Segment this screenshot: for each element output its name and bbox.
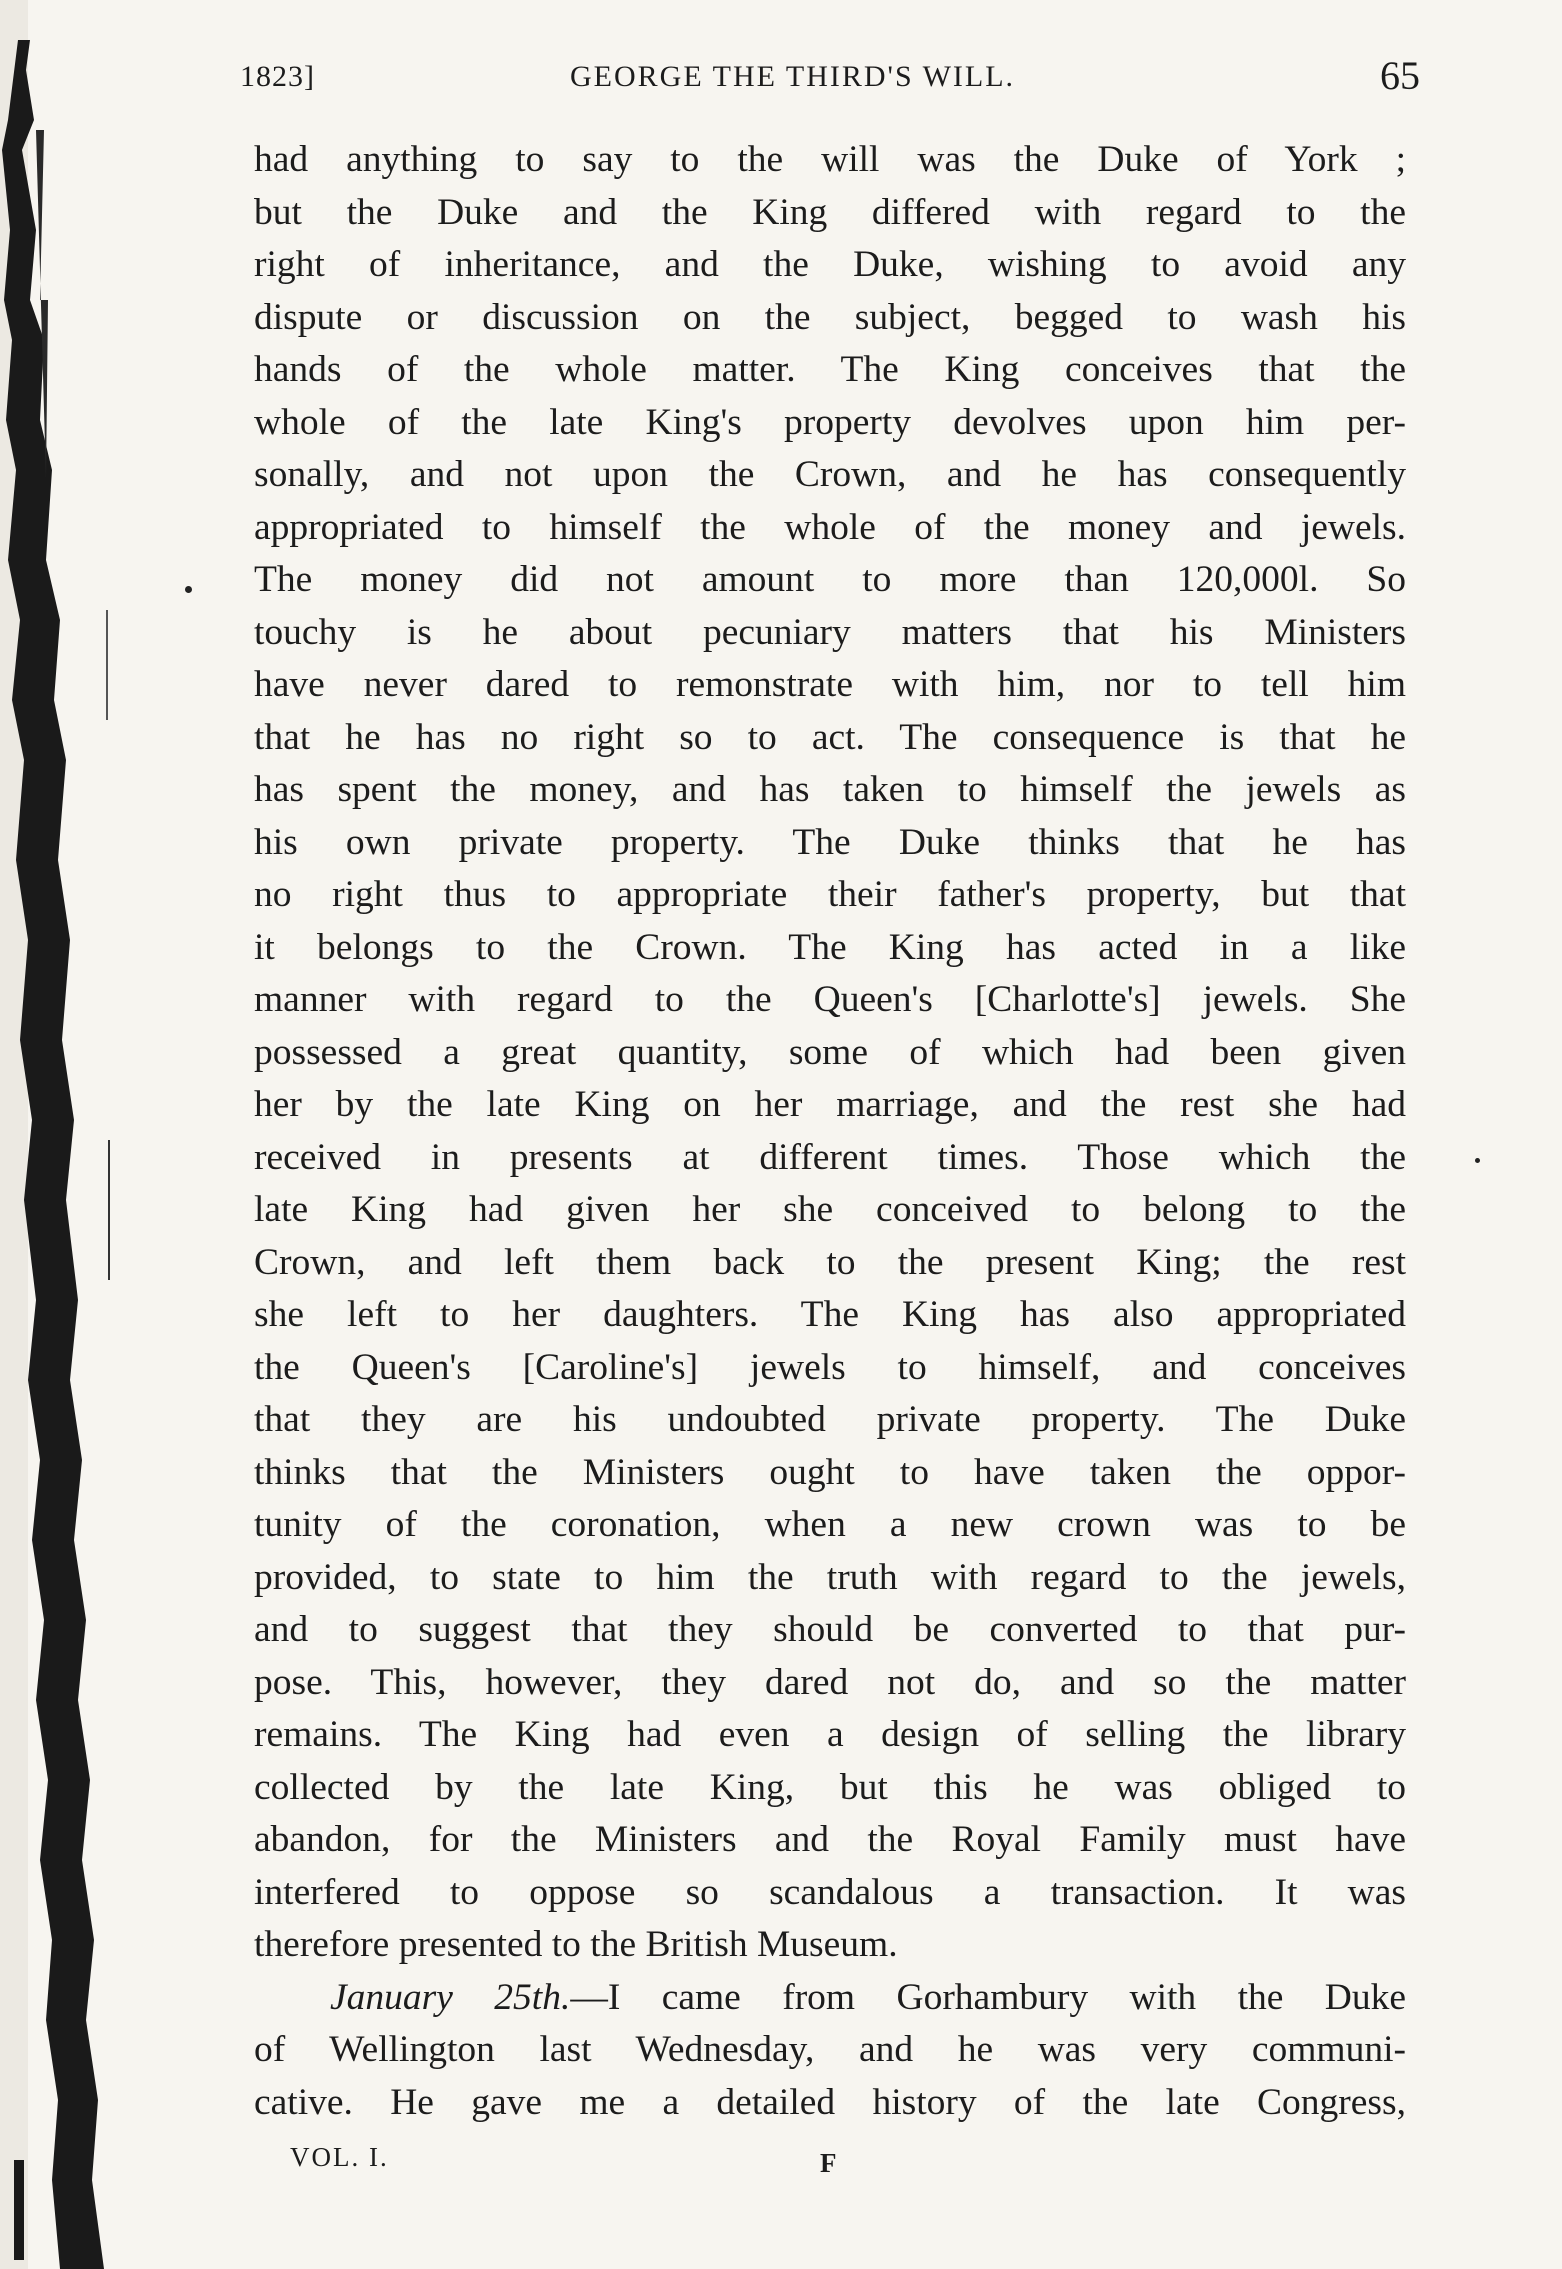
page-number: 65 [1380, 53, 1420, 98]
text-line: pose. This, however, they dared not do, and so the matter [254, 1661, 1406, 1703]
text-line: interfered to oppose so scandalous a transaction. It was [254, 1871, 1406, 1913]
text-line: and to suggest that they should be converted to that pur- [254, 1609, 1406, 1650]
text-line: late King had given her she conceived to belong to the [254, 1189, 1406, 1230]
date-italic: January 25th. [330, 1976, 571, 2018]
text-line: she left to her daughters. The King has also appropriated [254, 1294, 1406, 1335]
binding-shadow-graphic [0, 0, 110, 2269]
text-line: have never dared to remonstrate with him, nor to tell him [254, 664, 1406, 705]
text-line: of Wellington last Wednesday, and he was very communi- [254, 2029, 1406, 2070]
text-line: touchy is he about pecuniary matters that his Ministers [254, 611, 1406, 653]
paragraph-1 [254, 134, 1406, 1972]
text-line: possessed a great quantity, some of which had been given [254, 1031, 1406, 1073]
running-header [240, 52, 1420, 112]
header-title: GEORGE THE THIRD'S WILL. [570, 60, 1016, 93]
text-line: had anything to say to the will was the Duke of York ; [254, 139, 1406, 180]
text-line: sonally, and not upon the Crown, and he has consequently [254, 454, 1406, 495]
text-line: provided, to state to him the truth with regard to the jewels, [254, 1556, 1406, 1598]
margin-dot [185, 586, 192, 593]
volume-label: VOL. I. [290, 2142, 389, 2172]
header-year: 1823] [240, 60, 315, 93]
text-line: remains. The King had even a design of selling the library [254, 1714, 1406, 1755]
text-line: The money did not amount to more than 120,000l. So [254, 559, 1406, 600]
text-line: hands of the whole matter. The King conceives that the [254, 349, 1406, 390]
text-line: that they are his undoubted private property. The Duke [254, 1399, 1406, 1440]
body-text [254, 134, 1406, 2129]
text-line: Crown, and left them back to the present King; the rest [254, 1241, 1406, 1283]
signature-mark: F [820, 2148, 837, 2178]
text-line: his own private property. The Duke thinks that he has [254, 821, 1406, 863]
text-line: cative. He gave me a detailed history of the late Congress, [254, 2081, 1406, 2123]
text-line: it belongs to the Crown. The King has acted in a like [254, 926, 1406, 968]
text-line: tunity of the coronation, when a new crown was to be [254, 1504, 1406, 1545]
text-line: abandon, for the Ministers and the Royal Family must have [254, 1819, 1406, 1860]
text-line: no right thus to appropriate their father's property, but that [254, 874, 1406, 915]
paragraph-2 [254, 1972, 1406, 2130]
page-footer [290, 2142, 990, 2192]
text-line: collected by the late King, but this he was obliged to [254, 1766, 1406, 1808]
text-line: received in presents at different times. Those which the [254, 1136, 1406, 1178]
text-line: has spent the money, and has taken to himself the jewels as [254, 769, 1406, 810]
text-line: therefore presented to the British Museum. [254, 1924, 898, 1965]
binding-gutter-shadow [0, 0, 110, 2269]
text-line: dispute or discussion on the subject, begged to wash his [254, 296, 1406, 338]
text-line: right of inheritance, and the Duke, wishing to avoid any [254, 244, 1406, 285]
text-line: whole of the late King's property devolves upon him per- [254, 401, 1406, 443]
dateline-text: —I came from Gorhambury with the Duke [570, 1976, 1406, 2018]
margin-dot [1475, 1158, 1480, 1163]
text-line: the Queen's [Caroline's] jewels to himself, and conceives [254, 1346, 1406, 1388]
text-line: thinks that the Ministers ought to have taken the oppor- [254, 1451, 1406, 1493]
text-line: but the Duke and the King differed with regard to the [254, 191, 1406, 233]
text-line: her by the late King on her marriage, and the rest she had [254, 1084, 1406, 1125]
text-line: manner with regard to the Queen's [Charlotte's] jewels. She [254, 979, 1406, 1020]
dateline [254, 1972, 1406, 2025]
text-line: that he has no right so to act. The consequence is that he [254, 716, 1406, 758]
text-line: appropriated to himself the whole of the money and jewels. [254, 506, 1406, 548]
